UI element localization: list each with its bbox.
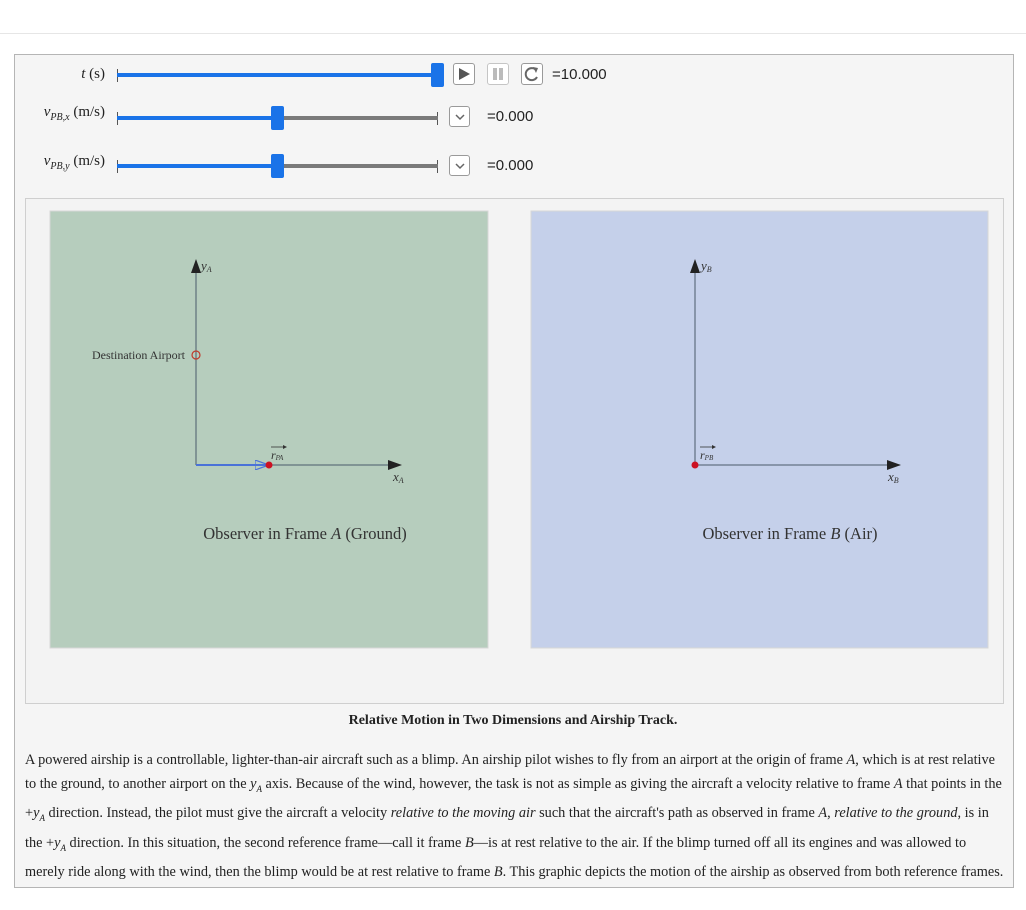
vx-label: $v_{PB,x}$ (m/s): [43, 104, 105, 123]
figure-caption: Relative Motion in Two Dimensions and Airship Track.: [348, 713, 678, 728]
destination-airport-label: Destination Airport: [92, 348, 185, 362]
description-text: A powered airship is a controllable, lighter-than-air aircraft such as a blimp. An airship pilot wishes to fly from an airport at the origin of frame A, which is at rest relative to the ground, to another airport on the $y_A$ axis. Because of the wind, however, the task is not as simple as giving the aircraft a velocity relative to frame A that points in the $+y_A$ direction. Instead, the pilot must give the aircraft a velocity relative to the moving air such that the aircraft's path as observed in frame A, relative to the ground, is in the $+y_A$ direction. In this situation, the second reference frame—call it frame B—is at rest relative to the air. If the blimp turned off all its engines and was allowed to merely ride along with the wind, then the blimp would be at rest relative to frame B. This graphic depicts the motion of the airship as observed from both reference frames.: [25, 752, 1004, 880]
frame-a-panel: [50, 211, 488, 648]
frame-a-title: Observer in Frame A (Ground): [203, 524, 407, 543]
vector-a-label: rPA: [271, 448, 284, 462]
frame-b-x-label: xB: [888, 469, 899, 485]
frame-b-y-label: yB: [701, 258, 712, 274]
airship-b-dot: [692, 462, 699, 469]
time-label: t (s): [81, 66, 105, 82]
frame-a-x-label: xA: [393, 469, 404, 485]
vx-readout: =0.000: [487, 108, 534, 125]
frame-b-panel: [531, 211, 988, 648]
time-readout: =10.000: [552, 66, 607, 83]
airship-a-dot: [266, 462, 273, 469]
vy-label: $v_{PB,y}$ (m/s): [43, 153, 105, 172]
frame-a-y-label: yA: [201, 258, 212, 274]
vector-b-label: rPB: [700, 448, 714, 462]
vy-readout: =0.000: [487, 157, 534, 174]
frame-b-title: Observer in Frame B (Air): [702, 524, 878, 543]
